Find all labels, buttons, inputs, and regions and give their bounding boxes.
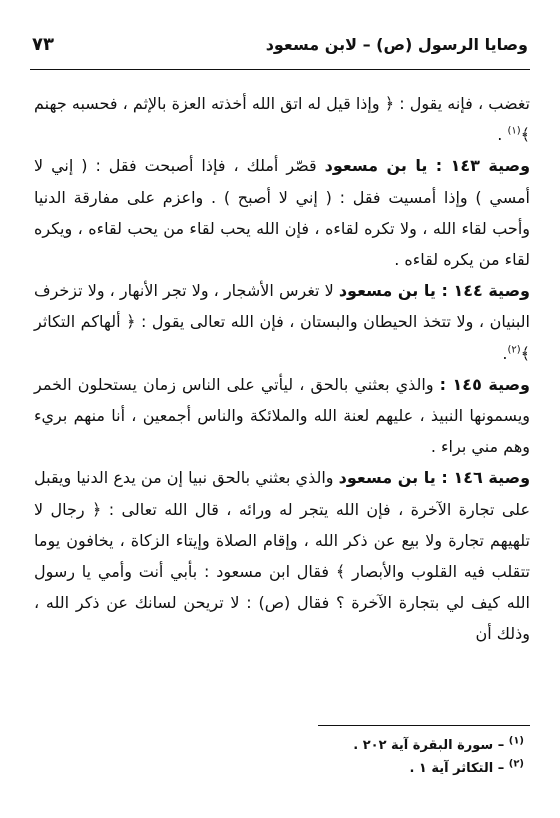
- paragraph-text: والذي بعثني بالحق ، ليأتي على الناس زمان يستحلون الخمر ويسمونها النبيذ ، عليهم لعنة الله والملائكة والناس أجمعين ، أنا منهم بريء وهم مني براء .: [34, 374, 530, 457]
- footnotes: [40, 734, 524, 780]
- paragraph-lead: وصية ١٤٣ : يا بن مسعود: [324, 156, 531, 176]
- paragraph-text: قصّر أملك ، فإذا أصبحت فقل : ( إني لا أمسي ) وإذا أمسيت فقل : ( إني لا أصبح ) . واعزم على مفارقة الدنيا وأحب لقاء الله ، ولا تكره لقاءه ، فإن الله يحب لقاء من يحب لقاءه ، ويكره لقاء من يكره لقاءه .: [34, 156, 530, 270]
- footnote-rule: [318, 725, 530, 726]
- footnote: [40, 757, 524, 780]
- footnote-marker: (٢): [508, 758, 524, 770]
- header-rule: [30, 69, 530, 70]
- paragraph-lead: وصية ١٤٥ :: [439, 374, 530, 394]
- running-title: وصايا الرسول (ص) – لابن مسعود: [265, 35, 528, 54]
- paragraph-text: تغضب ، فإنه يقول : ﴿ وإذا قيل له اتق الله أخذته العزة بالإثم ، فحسبه جهنم ﴾: [34, 94, 530, 145]
- paragraph-tail: .: [502, 343, 508, 363]
- footnote-text: – سورة البقرة آية ٢٠٢ .: [353, 738, 509, 753]
- paragraph: [34, 275, 530, 369]
- footnote-marker: (١): [508, 735, 524, 747]
- paragraph: [34, 88, 530, 150]
- page-header: [32, 34, 528, 55]
- footnote-ref: (١): [507, 125, 521, 137]
- paragraph: [34, 369, 530, 463]
- paragraph-text: لا تغرس الأشجار ، ولا تجر الأنهار ، ولا تزخرف البنيان ، ولا تتخذ الحيطان والبستان ، فإن الله تعالى يقول : ﴿ ألهاكم التكاثر ﴾: [34, 281, 530, 363]
- page-body: [34, 88, 530, 650]
- paragraph: [34, 462, 530, 649]
- paragraph-lead: وصية ١٤٦ : يا بن مسعود: [338, 468, 531, 488]
- page-number: ٧٣: [32, 34, 54, 55]
- paragraph-tail: .: [497, 125, 508, 145]
- footnote-text: – التكاثر آية ١ .: [409, 761, 509, 776]
- paragraph: [34, 150, 530, 275]
- footnote: [40, 734, 524, 757]
- footnote-ref: (٢): [507, 344, 521, 356]
- paragraph-lead: وصية ١٤٤ : يا بن مسعود: [338, 281, 530, 301]
- paragraph-text: والذي بعثني بالحق نبيا إن من يدع الدنيا ويقبل على تجارة الآخرة ، فإن الله يتجر له ورائه ، قال الله تعالى : ﴿ رجال لا تلهيهم تجارة ولا بيع عن ذكر الله ، وإقام الصلاة وإيتاء الزكاة ، يخافون يوما تتقلب فيه القلوب والأبصار ﴾ فقال ابن مسعود : بأبي أنت وأمي يا رسول الله كيف لي بتجارة الآخرة ؟ فقال (ص) : لا تريحن لسانك عن ذكر الله ، وذلك أن: [34, 468, 530, 644]
